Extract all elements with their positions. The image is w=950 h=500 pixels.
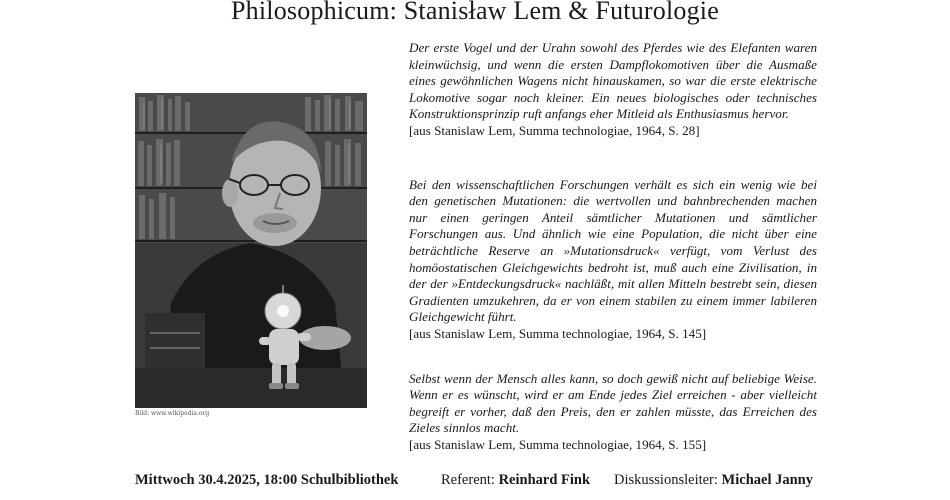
quote-source: [aus Stanislaw Lem, Summa technologiae, 1964, S. 28] xyxy=(409,122,700,138)
portrait-photo xyxy=(135,93,367,408)
quote-source: [aus Stanislaw Lem, Summa technologiae, 1964, S. 145] xyxy=(409,325,707,341)
page-title: Philosophicum: Stanisław Lem & Futurologie xyxy=(231,0,719,25)
moderator xyxy=(614,472,813,489)
referent xyxy=(441,472,590,489)
quote-block xyxy=(409,177,817,343)
quote-text: Der erste Vogel und der Urahn sowohl des Pferdes wie des Elefanten waren kleinwüchsig, und wenn die ersten Dampflokomotiven über die Ausmaße eines gewöhnlichen Wagens nicht hinauskamen, so war die erste elektrische Lokomotive sogar noch kleiner. Ein neues biologisches oder technisches Konstruktionsprinzip ruft anfangs eher Mitleid als Enthusiasmus hervor. xyxy=(409,40,817,122)
quotes-column xyxy=(409,40,817,453)
event-date-location: Mittwoch 30.4.2025, 18:00 Schulbibliothek xyxy=(135,472,399,488)
quote-block xyxy=(409,40,817,140)
photo-credit: Bild: www.wikipedia.org xyxy=(135,410,210,417)
quote-text: Bei den wissenschaftlichen Forschungen verhält es sich ein wenig wie bei den genetischen Mutationen: die wertvollen und bahnbrechenden machen nur einen geringen Anteil sämtlicher Mutationen und sämtlicher Forschungen aus. Und ähnlich wie eine Population, die nicht über eine beträchtliche Reserve an »Mutationsdruck« verfügt, vom Verlust des homöostatischen Gleichgewichts bedroht ist, muß auch eine Zivilisation, in der der »Entdeckungsdruck« nachläßt, mit allen Mitteln bestrebt sein, diesen Gradienten umzukehren, da er von einem stabilen zu einem immer labileren Gleichgewicht führt. xyxy=(409,176,817,325)
moderator-label: Diskussionsleiter: xyxy=(614,472,718,488)
quote-text: Selbst wenn der Mensch alles kann, so doch gewiß nicht auf beliebige Weise. Wenn er es wünscht, wird er am Ende jedes Ziel erreichen - aber vielleicht begreift er vorher, daß den Preis, den er zahlen müsste, das Erreichen des Zieles sinnlos macht. xyxy=(409,370,817,436)
moderator-name: Michael Janny xyxy=(721,472,813,488)
referent-name: Reinhard Fink xyxy=(498,472,591,488)
quote-block xyxy=(409,371,817,454)
quote-source: [aus Stanislaw Lem, Summa technologiae, 1964, S. 155] xyxy=(409,436,707,452)
referent-label: Referent: xyxy=(441,472,495,488)
